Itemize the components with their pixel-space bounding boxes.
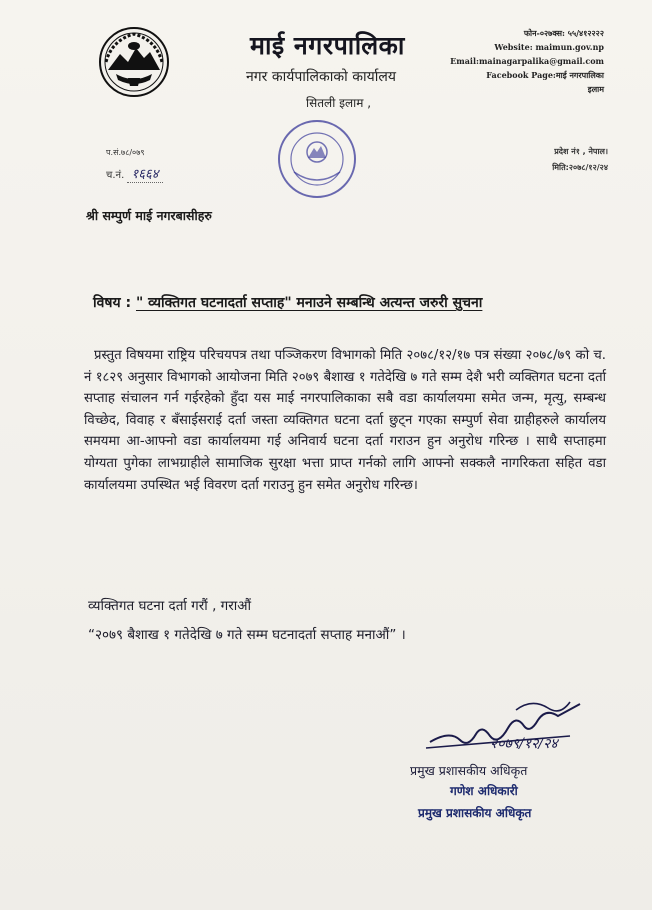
contact-block [450, 26, 604, 96]
reference-block [106, 142, 163, 187]
nepal-emblem-logo [98, 26, 170, 98]
contact-place: इलाम [587, 84, 604, 94]
signature [420, 690, 590, 762]
cn-value: १६६४ [127, 167, 162, 183]
date-block [552, 144, 608, 176]
subject-line [93, 293, 482, 312]
cn-label: च.नं. [106, 170, 125, 181]
ps-label: प.सं.७८/०७९ [106, 148, 145, 157]
signatory-designation: प्रमुख प्रशासकीय अधिकृत [410, 763, 528, 778]
body-paragraph: प्रस्तुत विषयमा राष्ट्रिय परिचयपत्र तथा पञ्जिकरण विभागको मिति २०७८/१२/१७ पत्र संख्या २०७८/७९ को च. नं १८२९ अनुसार विभागको आयोजना मिति २०७९ बैशाख १ गतेदेखि ७ गते सम्म देशै भरी व्यक्तिगत घटना दर्ता सप्ताह संचालन गर्न गईरहेको हुँदा यस माई नगरपालिकाका सबै वडा कार्यालयमा समेत जन्म, मृत्यु, सम्बन्ध विच्छेद, विवाह र बँसाईसराई दर्ता जस्ता व्यक्तिगत घटना दर्ता छुट्न गएका सम्पुर्ण सेवा ग्राहीहरुले कार्यालय समयमा आ-आफ्नो वडा कार्यालयमा गई अनिवार्य घटना दर्ता गराउन हुन अनुरोध गरिन्छ । साथै सप्ताहमा योग्यता पुगेका लाभग्राहीले सामाजिक सुरक्षा भत्ता प्राप्त गर्नको लागि आफ्नो सक्कलै नागरिकता सहित वडा कार्यालयमा उपस्थित भई विवरण दर्ता गराउनु हुन समेत अनुरोध गरिन्छ। [84, 348, 606, 493]
province-label: प्रदेश नं१ , नेपाल। [554, 147, 608, 156]
office-subtitle: नगर कार्यपालिकाको कार्यालय [246, 69, 396, 85]
subject-label: विषय : [93, 295, 132, 311]
signatory-name: गणेश अधिकारी [450, 784, 518, 798]
contact-facebook: Facebook Page:माई नगरपालिका [486, 70, 604, 80]
page-title: माई नगरपालिका [250, 31, 405, 60]
slogan-line-1: व्यक्तिगत घटना दर्ता गरौं , गराऔं [88, 598, 252, 614]
contact-website: Website: maimun.gov.np [494, 42, 604, 52]
cn-row [106, 164, 163, 187]
slogan-line-2: “२०७९ बैशाख १ गतेदेखि ७ गते सम्म घटनादर्ता सप्ताह मनाऔं” । [88, 627, 406, 643]
contact-phone: फोन-०२७क्स: ५५/४१२२२२ [523, 28, 604, 38]
contact-email: Email:mainagarpalika@gmail.com [450, 56, 604, 66]
letter-date: मिति:२०७८/१२/२४ [552, 163, 608, 172]
office-location: सितली इलाम , [306, 96, 372, 110]
signature-date: २०७९/१२/२४ [490, 736, 558, 752]
recipient: श्री सम्पुर्ण माई नगरबासीहरु [86, 208, 212, 223]
subject-text: " व्यक्तिगत घटनादर्ता सप्ताह" मनाउने सम्बन्धि अत्यन्त जरुरी सुचना [135, 295, 483, 311]
signatory-designation-stamp: प्रमुख प्रशासकीय अधिकृत [418, 806, 532, 820]
